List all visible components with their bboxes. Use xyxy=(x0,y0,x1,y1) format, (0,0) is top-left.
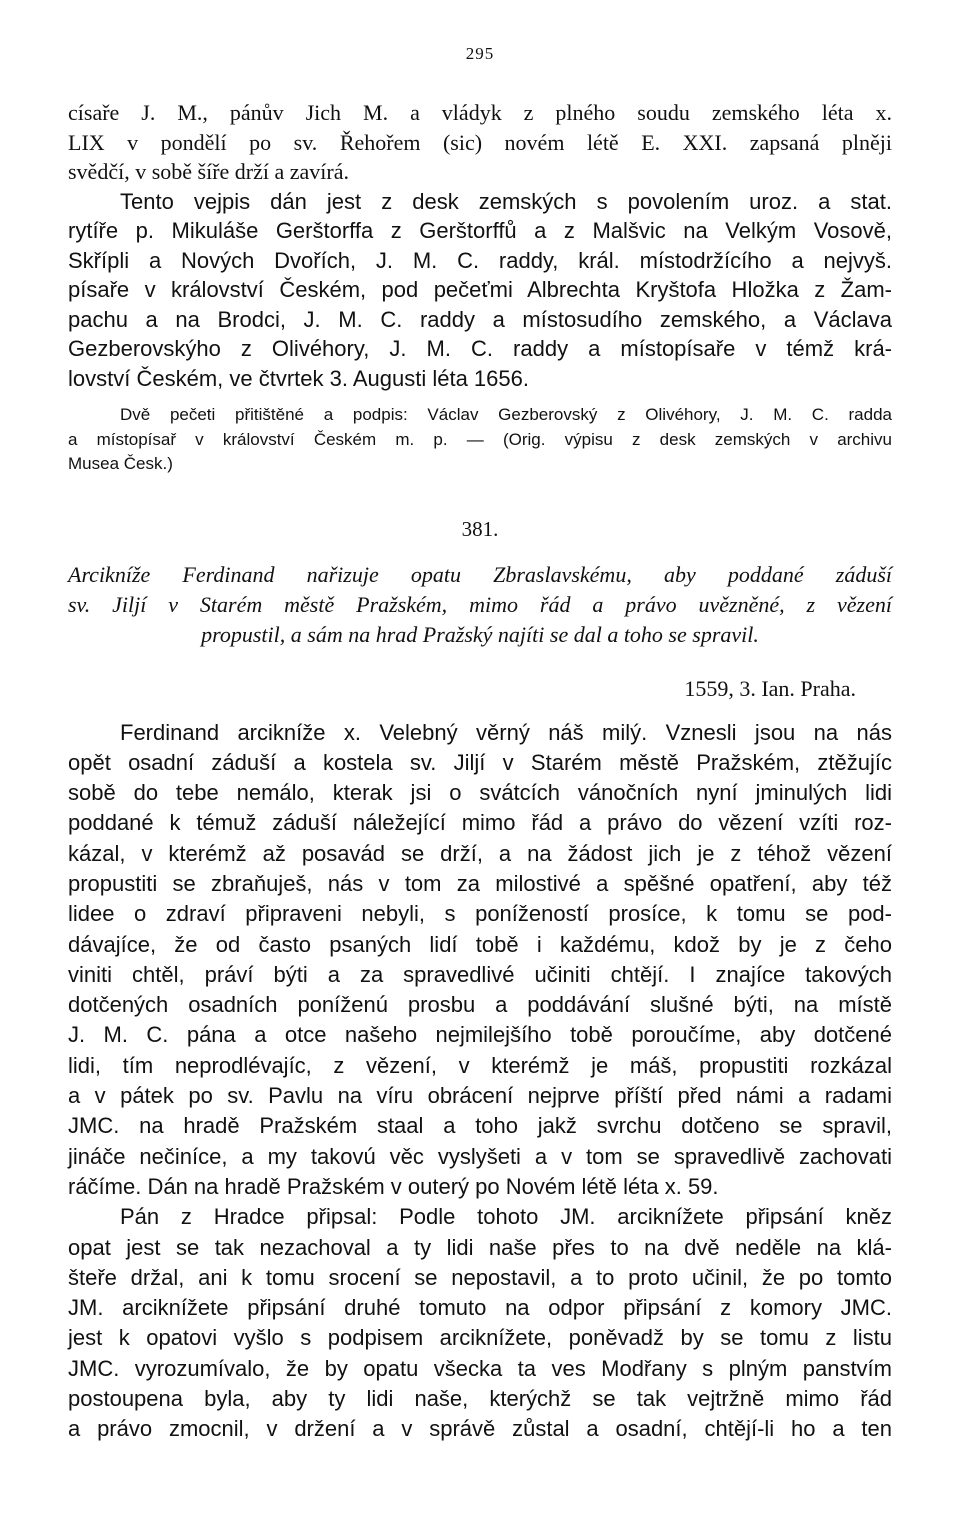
text-line: císaře J. M., pánův Jich M. a vládyk z plného soudu zemského léta x. xyxy=(68,100,892,125)
body-line: Pán z Hradce připsal: Podle tohoto JM. arciknížete připsání kněz xyxy=(120,1204,892,1230)
note-line: a místopísař v království Českém m. p. — (Orig. výpisu z desk zemských v archivu xyxy=(68,429,892,449)
body-line: dotčených osadních poníženú prosbu a poddávání slušné býti, na místě xyxy=(68,992,892,1018)
dateline: 1559, 3. Ian. Praha. xyxy=(684,675,856,701)
document-summary xyxy=(68,560,892,650)
letter-body xyxy=(68,718,892,1445)
note-line: Dvě pečeti přitištěné a podpis: Václav Gezberovský z Olivéhory, J. M. C. radda xyxy=(120,405,892,424)
body-line: poddané k témuž záduší náležející mimo řád a právo do vězení vzíti roz- xyxy=(68,810,892,836)
text-line: rytíře p. Mikuláše Gerštorffa z Gerštorffů a z Malšvic na Velkým Vosově, xyxy=(68,218,892,243)
body-line: lidee o zdraví připraveni nebyli, s ponížeností prosíce, k tomu se pod- xyxy=(68,901,892,927)
body-line: jest k opatovi vyšlo s podpisem arciknížete, poněvadž by se tomu z listu xyxy=(68,1325,892,1351)
text-line: Gezberovskýho z Olivéhory, J. M. C. raddy a místopísaře v témž krá- xyxy=(68,336,892,361)
body-line: sobě do tebe nemálo, kterak jsi o svátcích vánočních nyní jminulých lidi xyxy=(68,780,892,806)
text-line: svědčí, v sobě šíře drží a zavírá. xyxy=(68,159,349,184)
summary-line: sv. Jiljí v Starém městě Pražském, mimo řád a právo uvězněné, z vězení xyxy=(68,591,892,617)
body-line: kázal, v kterémž až posavád se drží, a na žádost jich je z téhož vězení xyxy=(68,840,892,866)
summary-line: Arcikníže Ferdinand nařizuje opatu Zbraslavskému, aby poddané záduší xyxy=(68,561,892,587)
body-line: JM. arciknížete připsání druhé tomuto na odpor připsání z komory JMC. xyxy=(68,1295,892,1321)
seal-note xyxy=(68,403,892,477)
text-line: pachu a na Brodci, J. M. C. raddy a místosudího zemského, a Václava xyxy=(68,306,892,332)
text-line: lovství Českém, ve čtvrtek 3. Augusti léta 1656. xyxy=(68,365,529,391)
body-line: opat jest se tak nezachoval a ty lidi naše přes to na dvě neděle na klá- xyxy=(68,1234,892,1260)
summary-line: propustil, a sám na hrad Pražský najíti se dal a toho se spravil. xyxy=(201,621,759,647)
body-line: a v pátek po sv. Pavlu na víru obrácení nejprve příští před námi a radami xyxy=(68,1083,892,1109)
body-line: šteře držal, ani k tomu srocení se nepostavil, a to proto učinil, že po tomto xyxy=(68,1264,892,1290)
text-line: písaře v království Českém, pod pečeťmi Albrechta Kryštofa Hložka z Žam- xyxy=(68,277,892,302)
body-line: J. M. C. pána a otce našeho nejmilejšího tobě poroučíme, aby dotčené xyxy=(68,1022,892,1048)
note-line: Musea Česk.) xyxy=(68,454,173,473)
text-line: Tento vejpis dán jest z desk zemských s povolením uroz. a stat. xyxy=(120,188,892,214)
body-line: ráčíme. Dán na hradě Pražském v outerý po Novém létě léta x. 59. xyxy=(68,1173,719,1199)
continued-record-paragraph xyxy=(68,98,892,393)
body-line: Ferdinand arcikníže x. Velebný věrný náš milý. Vznesli jsou na nás xyxy=(120,719,892,745)
body-line: viniti chtěl, práví býti a za spravedlivé učiniti chtějí. I znajíce takových xyxy=(68,961,892,987)
text-line: Skřípli a Nových Dvořích, J. M. C. raddy, král. místodržícího a nejvyš. xyxy=(68,247,892,273)
body-line: propustiti se zbraňuješ, nás v tom za milostivé a spěšné opatření, aby též xyxy=(68,870,892,896)
body-line: dávajíce, že od často psaných lidí tobě i každému, kdož by je z čeho xyxy=(68,931,892,957)
page-number: 295 xyxy=(465,44,495,63)
body-line: postoupena byla, aby ty lidi naše, kterýchž se tak vejtržně mimo řád xyxy=(68,1386,892,1412)
text-line: LIX v pondělí po sv. Řehořem (sic) novém létě E. XXI. zapsaná plněji xyxy=(68,129,892,155)
body-line: jináče nečiníce, a my takovú věc vyslyšeti a v tom se spravedlivě zachovati xyxy=(68,1143,892,1169)
body-line: JMC. vyrozumívalo, že by opatu všecka ta ves Modřany s plným panstvím xyxy=(68,1355,892,1381)
body-line: a právo zmocnil, v držení a v správě zůstal a osadní, chtějí-li ho a ten xyxy=(68,1416,892,1442)
body-line: opět osadní záduší a kostela sv. Jiljí v Starém městě Pražském, ztěžujíc xyxy=(68,749,892,775)
document-page xyxy=(68,44,892,1445)
document-number: 381. xyxy=(461,516,499,541)
body-line: lidi, tím neprodlévajíc, z vězení, v kterémž je máš, propustiti rozkázal xyxy=(68,1052,892,1078)
body-line: JMC. na hradě Pražském staal a toho jakž svrchu dotčeno se spravil, xyxy=(68,1113,892,1139)
